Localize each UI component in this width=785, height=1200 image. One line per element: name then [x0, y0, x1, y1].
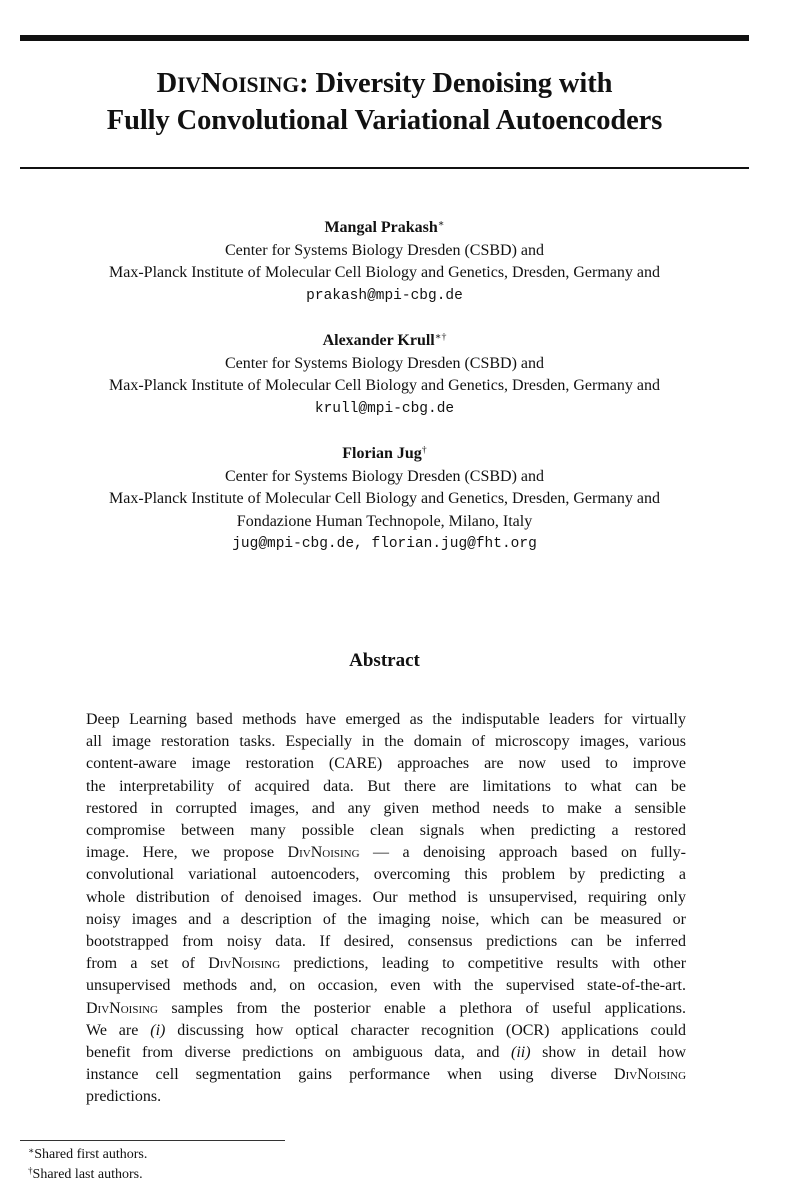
author-name: Alexander Krull	[322, 332, 435, 349]
abstract-body: Deep Learning based methods have emerged as the indisputable leaders for virtually all image restoration tasks. Especially in the domain of microscopy images, various content-aware image restoration (CARE) approaches are now used to improve the interpretability of acquired data. But there are limitations to what can be restored in corrupted images, and any given method needs to make a sensible compromise between many possible clean signals when predicting a restored image. Here, we propose DivNoising — a denoising approach based on fully- convolutional variational autoencoders, overcoming this problem by predicting a whole distribution of denoised images. Our method is unsupervised, requiring only noisy images and a description of the imaging noise, which can be measured or bootstrapped from noisy data. If desired, consensus predictions can be inferred from a set of DivNoising predictions, leading to competitive results with other unsupervised methods and, on occasion, even with the supervised state-of-the-art. DivNoising samples from the posterior enable a plethora of useful applications. We are (i) discussing how optical character recognition (OCR) applications could benefit from diverse predictions on ambiguous data, and (ii) show in detail how instance cell segmentation gains performance when using diverse DivNoising predictions.	[86, 711, 687, 1106]
paper-title	[20, 66, 749, 139]
author-krull	[20, 330, 749, 420]
author-name: Mangal Prakash	[324, 219, 438, 236]
author-email[interactable]: prakash@mpi-cbg.de	[306, 287, 463, 304]
author-email[interactable]: krull@mpi-cbg.de	[314, 400, 455, 417]
author-email[interactable]: jug@mpi-cbg.de, florian.jug@fht.org	[232, 536, 537, 552]
footnote-shared-first: ∗Shared first authors.	[28, 1145, 148, 1162]
enumeration-i: (i)	[150, 1021, 166, 1039]
abstract-heading: Abstract	[349, 650, 420, 671]
author-list	[20, 217, 749, 579]
method-name: DivNoising	[208, 955, 281, 973]
author-footnote-mark: ∗†	[434, 331, 447, 343]
footnote-shared-last: †Shared last authors.	[28, 1165, 143, 1182]
method-name: DivNoising	[86, 999, 158, 1017]
title-line-2: Fully Convolutional Variational Autoencoders	[106, 105, 663, 136]
affiliation-line: Center for Systems Biology Dresden (CSBD) and	[224, 354, 545, 372]
affiliation-line: Max-Planck Institute of Molecular Cell Biology and Genetics, Dresden, Germany and	[109, 490, 660, 507]
affiliation-line: Fondazione Human Technopole, Milano, Italy	[236, 512, 533, 530]
author-jug	[20, 443, 749, 556]
author-name: Florian Jug	[342, 445, 422, 462]
method-name: DivNoising	[614, 1066, 687, 1084]
affiliation-line: Center for Systems Biology Dresden (CSBD) and	[224, 241, 545, 259]
author-footnote-mark: ∗	[437, 218, 445, 230]
enumeration-ii: (ii)	[511, 1044, 531, 1062]
title-line-1: DIVNOISING: Diversity Denoising with	[156, 68, 613, 99]
affiliation-line: Max-Planck Institute of Molecular Cell Biology and Genetics, Dresden, Germany and	[109, 377, 660, 394]
method-name: DivNoising	[287, 844, 360, 862]
title-bottom-rule	[20, 167, 749, 169]
affiliation-line: Center for Systems Biology Dresden (CSBD) and	[224, 467, 545, 485]
author-prakash	[20, 217, 749, 307]
footnote-rule	[20, 1140, 285, 1141]
footnotes	[28, 1145, 147, 1185]
top-rule	[20, 35, 749, 41]
author-footnote-mark: †	[421, 444, 427, 456]
affiliation-line: Max-Planck Institute of Molecular Cell Biology and Genetics, Dresden, Germany and	[109, 264, 660, 281]
